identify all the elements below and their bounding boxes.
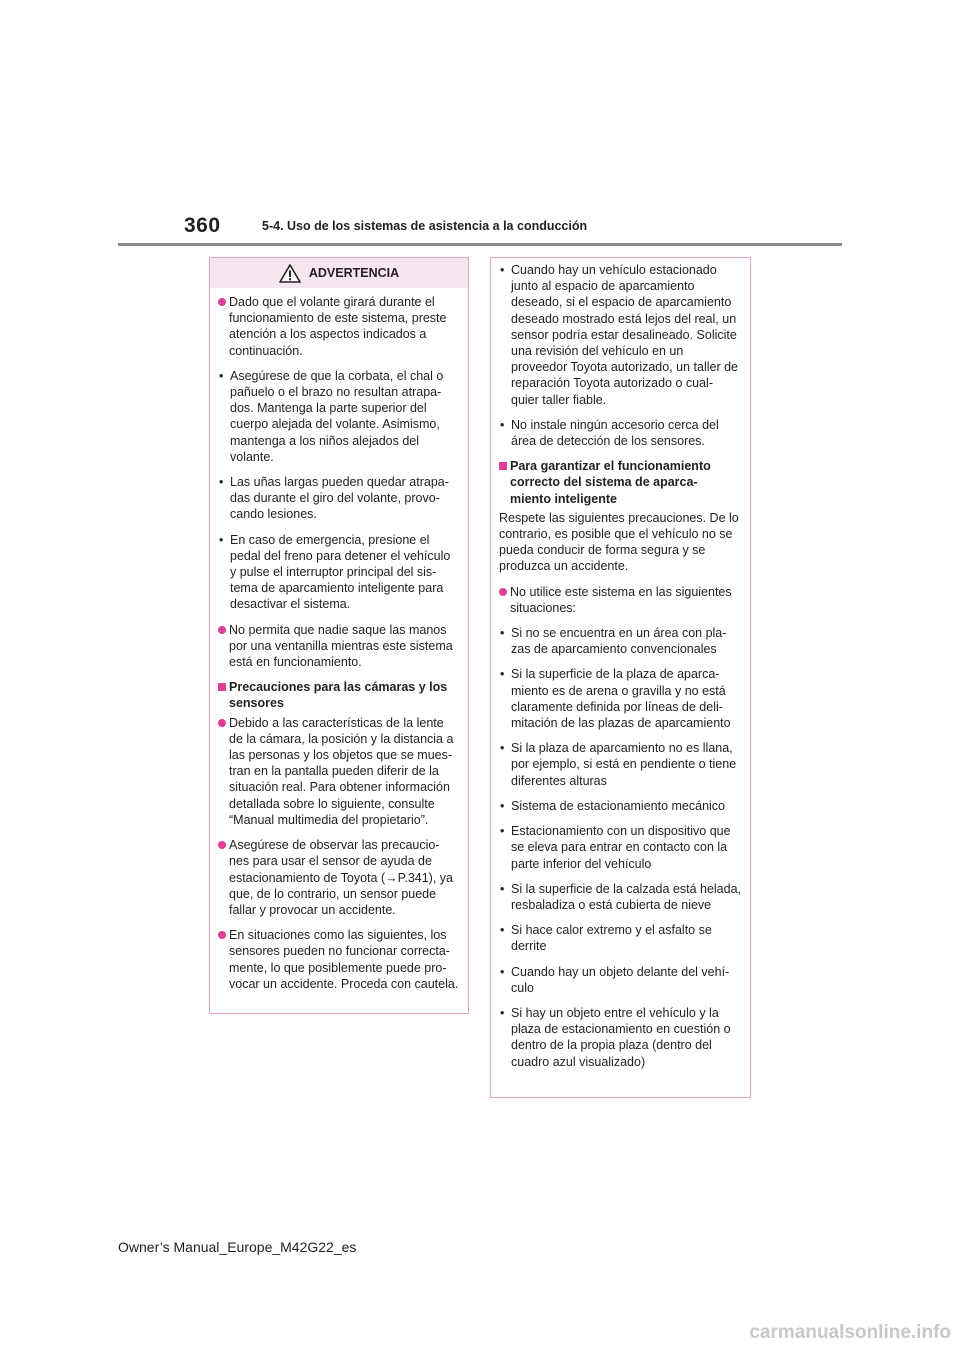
circle-item: En situaciones como las siguientes, los sensores pueden no funcionar correcta- mente, lo que posiblemente puede pro- vocar un accidente. Proceda con cautela.: [218, 927, 460, 992]
bullet-item: • Si la superficie de la calzada está helada, resbaladiza o está cubierta de nieve: [499, 881, 742, 913]
bullet-item: • Sistema de estacionamiento mecánico: [499, 798, 742, 814]
warning-header: [210, 258, 468, 288]
section-title: 5-4. Uso de los sistemas de asistencia a la conducción: [262, 219, 588, 233]
page-number: 360: [184, 214, 221, 237]
header-divider: [118, 243, 842, 246]
bullet-item: • Si la plaza de aparcamiento no es llana, por ejemplo, si está en pendiente o tiene diferentes alturas: [499, 740, 742, 789]
circle-item: No utilice este sistema en las siguientes situaciones:: [499, 584, 742, 616]
bullet-item: • Cuando hay un vehículo estacionado junto al espacio de aparcamiento deseado, si el espacio de aparcamiento deseado mostrado está lejos del real, un sensor podría estar desalineado. Solicite una revisión del vehículo en un proveedor Toyota autorizado, un taller de reparación Toyota autorizado o cual- quier taller fiable.: [499, 262, 742, 408]
circle-item: Dado que el volante girará durante el funcionamiento de este sistema, preste atención a los aspectos indicados a continuación.: [218, 294, 460, 359]
subheading: Para garantizar el funcionamiento correcto del sistema de aparca- miento inteligente: [499, 458, 742, 507]
circle-item: Asegúrese de observar las precaucio- nes para usar el sensor de ayuda de estacionamiento de Toyota (→P.341), ya que, de lo contrario, un sensor puede fallar y provocar un accidente.: [218, 837, 460, 918]
bullet-item: • En caso de emergencia, presione el pedal del freno para detener el vehículo y pulse el interruptor principal del sis- tema de aparcamiento inteligente para desactivar el sistema.: [218, 532, 460, 613]
warning-box: [209, 257, 469, 1014]
bullet-item: • Si no se encuentra en un área con pla- zas de aparcamiento convencionales: [499, 625, 742, 657]
warning-box-continued: [490, 257, 751, 1098]
bullet-item: • Si hay un objeto entre el vehículo y la plaza de estacionamiento en cuestión o dentro de la propia plaza (dentro del cuadro azul visualizado): [499, 1005, 742, 1070]
watermark: carmanualsonline.info: [749, 1322, 951, 1343]
bullet-item: • Asegúrese de que la corbata, el chal o pañuelo o el brazo no resultan atrapa- dos. Mantenga la parte superior del cuerpo alejada del volante. Asimismo, mantenga a los niños alejados del volante.: [218, 368, 460, 465]
bullet-item: • Si la superficie de la plaza de aparca- miento es de arena o gravilla y no está claramente definida por líneas de deli- mitación de las plazas de aparcamiento: [499, 666, 742, 731]
circle-item: No permita que nadie saque las manos por una ventanilla mientras este sistema está en funcionamiento.: [218, 622, 460, 671]
bullet-item: • Si hace calor extremo y el asfalto se derrite: [499, 922, 742, 954]
bullet-item: • Estacionamiento con un dispositivo que se eleva para entrar en contacto con la parte inferior del vehículo: [499, 823, 742, 872]
bullet-item: • Cuando hay un objeto delante del vehí- culo: [499, 964, 742, 996]
warning-title: ADVERTENCIA: [308, 265, 400, 280]
footer-text: Owner’s Manual_Europe_M42G22_es: [118, 1239, 357, 1255]
circle-item: Debido a las características de la lente de la cámara, la posición y la distancia a las personas y los objetos que se mues- tran en la pantalla pueden diferir de la situación real. Para obtener información detallada sobre lo siguiente, consulte “Manual multimedia del propietario”.: [218, 715, 460, 828]
warning-content-right: [491, 258, 750, 1085]
warning-content-left: [210, 288, 468, 1007]
bullet-item: • No instale ningún accesorio cerca del área de detección de los sensores.: [499, 417, 742, 449]
paragraph: Respete las siguientes precauciones. De lo contrario, es posible que el vehículo no se pueda conducir de forma segura y se produzca un accidente.: [499, 510, 739, 574]
bullet-item: • Las uñas largas pueden quedar atrapa- das durante el giro del volante, provo- cando lesiones.: [218, 474, 460, 523]
warning-triangle-icon: [279, 264, 301, 283]
subheading: Precauciones para las cámaras y los sensores: [218, 679, 460, 711]
